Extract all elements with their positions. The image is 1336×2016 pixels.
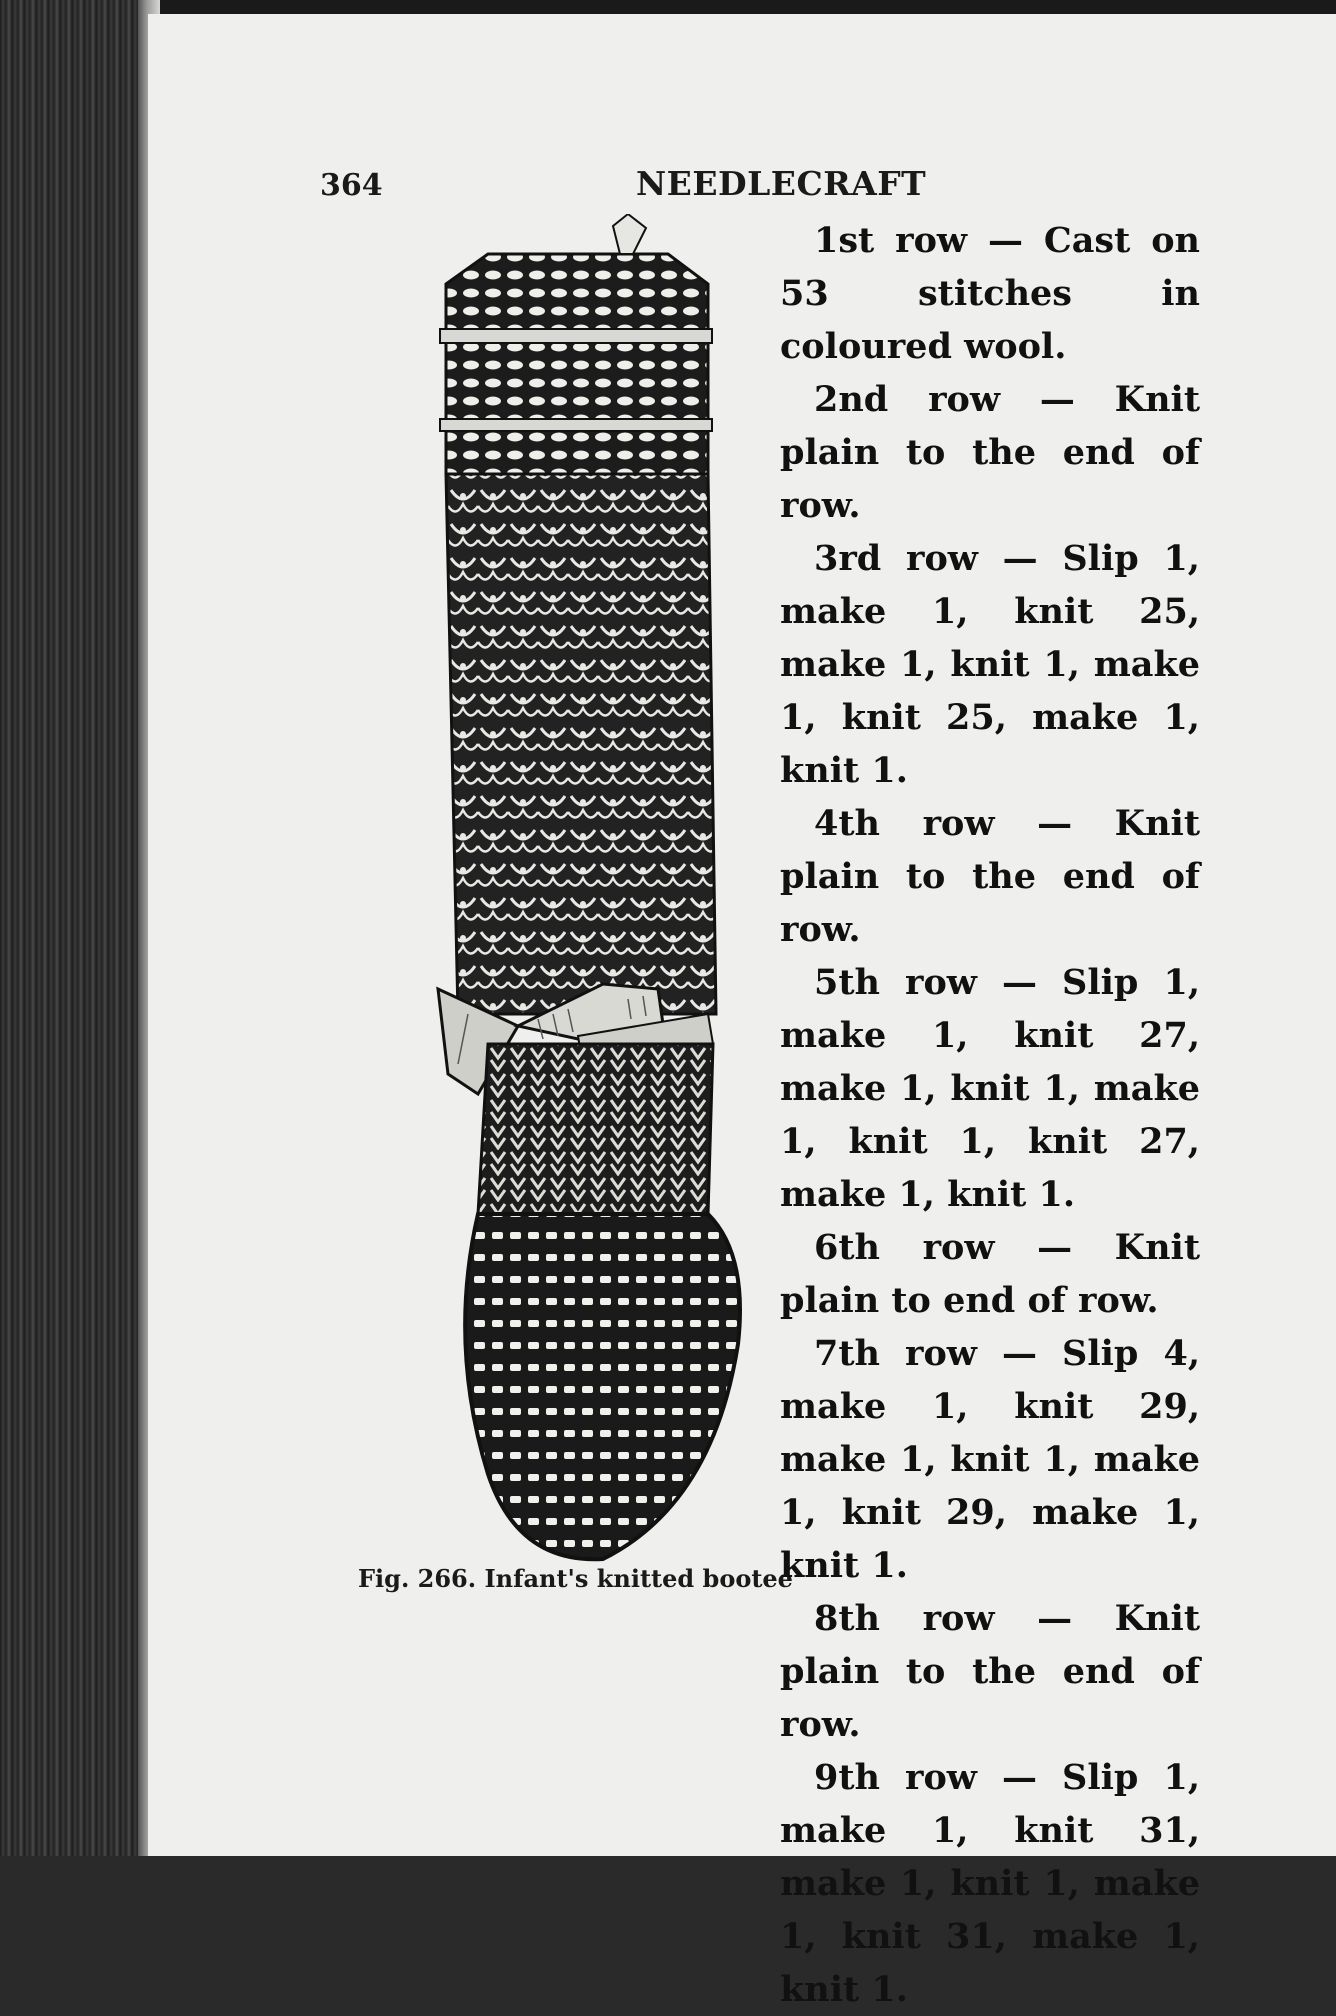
running-head: NEEDLECRAFT (636, 164, 927, 203)
instruction-row-6: 6th row — Knit plain to end of row. (780, 1227, 1200, 1321)
instruction-row-1: 1st row — Cast on 53 stitches in coloured wool. (780, 220, 1200, 367)
knitting-instructions (780, 214, 1200, 2016)
page-header (148, 154, 1336, 214)
book-page-edges (0, 0, 160, 1856)
instruction-row-3: 3rd row — Slip 1, make 1, knit 25, make 1, knit 1, make 1, knit 25, make 1, knit 1. (780, 538, 1200, 791)
instruction-row-2: 2nd row — Knit plain to the end of row. (780, 379, 1200, 526)
figure-caption: Fig. 266. Infant's knitted bootee (358, 1564, 793, 1593)
instruction-row-5: 5th row — Slip 1, make 1, knit 27, make 1, knit 1, make 1, knit 1, knit 27, make 1, knit 1. (780, 962, 1200, 1215)
knitted-bootee-illustration (328, 214, 758, 1634)
page-number: 364 (320, 168, 383, 203)
instruction-row-8: 8th row — Knit plain to the end of row. (780, 1598, 1200, 1745)
instruction-row-9: 9th row — Slip 1, make 1, knit 31, make 1, knit 1, make 1, knit 31, make 1, knit 1. (780, 1757, 1200, 2010)
instruction-row-7: 7th row — Slip 4, make 1, knit 29, make 1, knit 1, make 1, knit 29, make 1, knit 1. (780, 1333, 1200, 1586)
instruction-row-4: 4th row — Knit plain to the end of row. (780, 803, 1200, 950)
book-page (148, 14, 1336, 2010)
